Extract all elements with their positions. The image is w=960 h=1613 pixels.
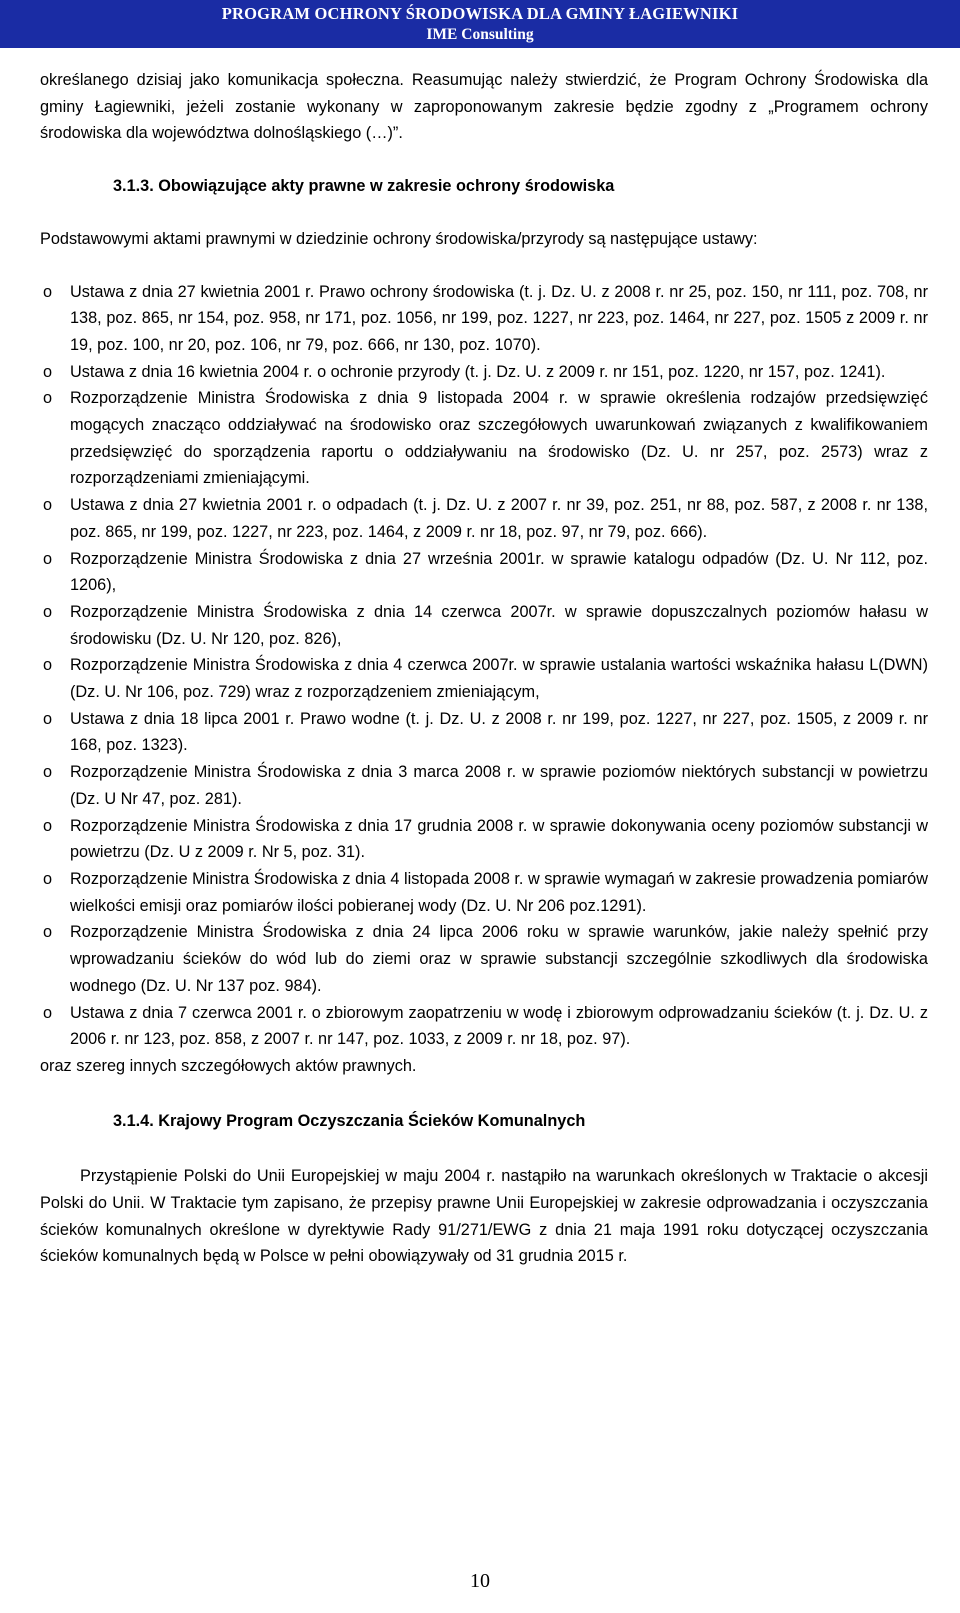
list-item-text: Rozporządzenie Ministra Środowiska z dnia 14 czerwca 2007r. w sprawie dopuszczalnych poziomów hałasu w środowisku (Dz. U. Nr 120, poz. 826), <box>70 602 928 648</box>
section-3-1-3-intro: Podstawowymi aktami prawnymi w dziedzinie ochrony środowiska/przyrody są następujące ustawy: <box>40 229 758 248</box>
list-item <box>40 652 928 705</box>
list-item-text: Rozporządzenie Ministra Środowiska z dnia 24 lipca 2006 roku w sprawie warunków, jakie należy spełnić przy wprowadzaniu ścieków do wód lub do ziemi oraz w sprawie substancji szczególnie szkodliwych dla środowiska wodnego (Dz. U. Nr 137 poz. 984). <box>70 923 928 995</box>
list-item-text: Rozporządzenie Ministra Środowiska z dnia 4 listopada 2008 r. w sprawie wymagań w zakresie prowadzenia pomiarów wielkości emisji oraz pomiarów ilości pobieranej wody (Dz. U. Nr 206 poz.1291). <box>70 869 928 915</box>
list-item-text: Rozporządzenie Ministra Środowiska z dnia 4 czerwca 2007r. w sprawie ustalania wartości wskaźnika hałasu L(DWN) (Dz. U. Nr 106, poz. 729) wraz z rozporządzeniem zmieniającym, <box>70 656 928 702</box>
bullet-icon: o <box>43 869 53 888</box>
bullet-icon: o <box>43 1003 53 1022</box>
list-item <box>40 359 928 386</box>
list-item-text: Ustawa z dnia 18 lipca 2001 r. Prawo wodne (t. j. Dz. U. z 2008 r. nr 199, poz. 1227, nr 227, poz. 1505, z 2009 r. nr 168, poz. 1323). <box>70 709 928 755</box>
page-header <box>0 0 960 48</box>
list-item-text: Ustawa z dnia 27 kwietnia 2001 r. o odpadach (t. j. Dz. U. z 2007 r. nr 39, poz. 251, nr 88, poz. 587, z 2008 r. nr 138, poz. 865, nr 199, poz. 1227, nr 223, poz. 1464, z 2009 r. nr 18, poz. 97, nr 79, poz. 666). <box>70 496 928 541</box>
list-item <box>40 866 928 919</box>
list-item <box>40 279 928 359</box>
list-item-text: Rozporządzenie Ministra Środowiska z dnia 17 grudnia 2008 r. w sprawie dokonywania oceny poziomów substancji w powietrzu (Dz. U z 2009 r. Nr 5, poz. 31). <box>70 816 928 862</box>
bullet-icon: o <box>43 923 53 942</box>
section-3-1-4-paragraph: Przystąpienie Polski do Unii Europejskiej w maju 2004 r. nastąpiło na warunkach określonych w Traktacie o akcesji Polski do Unii. W Traktacie tym zapisano, że przepisy prawne Unii Europejskiej w zakresie odprowadzania i oczyszczania ścieków komunalnych określone w dyrektywie Rady 91/271/EWG z dnia 21 maja 1991 roku dotyczącej oczyszczania ścieków komunalnych będą w Polsce w pełni obowiązywały od 31 grudnia 2015 r. <box>40 1167 928 1266</box>
list-item <box>40 1000 928 1053</box>
bullet-icon: o <box>43 816 53 835</box>
list-item-text: Rozporządzenie Ministra Środowiska z dnia 3 marca 2008 r. w sprawie poziomów niektórych substancji w powietrzu (Dz. U Nr 47, poz. 281). <box>70 763 928 808</box>
list-item-text: Ustawa z dnia 7 czerwca 2001 r. o zbiorowym zaopatrzeniu w wodę i zbiorowym odprowadzaniu ścieków (t. j. Dz. U. z 2006 r. nr 123, poz. 858, z 2007 r. nr 147, poz. 1033, z 2009 r. nr 18, poz. 97). <box>70 1003 928 1049</box>
list-item <box>40 599 928 652</box>
paragraph-continuation: określanego dzisiaj jako komunikacja społeczna. Reasumując należy stwierdzić, że Program Ochrony Środowiska dla gminy Łagiewniki, jeżeli zostanie wykonany w zaproponowanym zakresie będzie zgodny z „Programem ochrony środowiska dla województwa dolnośląskiego (…)”. <box>40 71 928 143</box>
header-subtitle: IME Consulting <box>426 26 534 43</box>
section-3-1-3-outro: oraz szereg innych szczegółowych aktów prawnych. <box>40 1056 417 1075</box>
section-3-1-3-heading: 3.1.3. Obowiązujące akty prawne w zakresie ochrony środowiska <box>113 177 615 196</box>
bullet-icon: o <box>43 763 53 782</box>
bullet-icon: o <box>43 709 53 728</box>
list-item <box>40 385 928 492</box>
page-number: 10 <box>470 1570 490 1592</box>
bullet-icon: o <box>43 549 53 568</box>
legal-acts-list <box>40 279 928 1053</box>
document-body <box>40 67 928 1270</box>
list-item-text: Rozporządzenie Ministra Środowiska z dnia 27 września 2001r. w sprawie katalogu odpadów (Dz. U. Nr 112, poz. 1206), <box>70 549 928 595</box>
bullet-icon: o <box>43 602 53 621</box>
bullet-icon: o <box>43 656 53 675</box>
list-item-text: Ustawa z dnia 27 kwietnia 2001 r. Prawo ochrony środowiska (t. j. Dz. U. z 2008 r. nr 25, poz. 150, nr 111, poz. 708, nr 138, poz. 865, nr 154, poz. 958, nr 171, poz. 1056, nr 199, poz. 1227, nr 223, poz. 1464, nr 227, poz. 1505 z 2009 r. nr 19, poz. 100, nr 20, poz. 106, nr 79, poz. 666, nr 130, poz. 1070). <box>70 282 928 354</box>
list-item <box>40 492 928 545</box>
list-item-text: Rozporządzenie Ministra Środowiska z dnia 9 listopada 2004 r. w sprawie określenia rodzajów przedsięwzięć mogących znacząco oddziaływać na środowisko oraz szczegółowych uwarunkowań związanych z kwalifikowaniem przedsięwzięć do sporządzenia raportu o oddziaływaniu na środowisko (Dz. U. nr 257, poz. 2573) wraz z rozporządzeniami zmieniającymi. <box>70 389 928 488</box>
list-item <box>40 546 928 599</box>
bullet-icon: o <box>43 389 53 408</box>
section-3-1-4-heading: 3.1.4. Krajowy Program Oczyszczania Ścieków Komunalnych <box>113 1111 586 1130</box>
bullet-icon: o <box>43 496 53 515</box>
bullet-icon: o <box>43 282 53 301</box>
list-item-text: Ustawa z dnia 16 kwietnia 2004 r. o ochronie przyrody (t. j. Dz. U. z 2009 r. nr 151, poz. 1220, nr 157, poz. 1241). <box>70 362 886 381</box>
header-title: PROGRAM OCHRONY ŚRODOWISKA DLA GMINY ŁAGIEWNIKI <box>221 4 739 23</box>
list-item <box>40 813 928 866</box>
bullet-icon: o <box>43 362 53 381</box>
list-item <box>40 759 928 812</box>
list-item <box>40 919 928 999</box>
list-item <box>40 706 928 759</box>
